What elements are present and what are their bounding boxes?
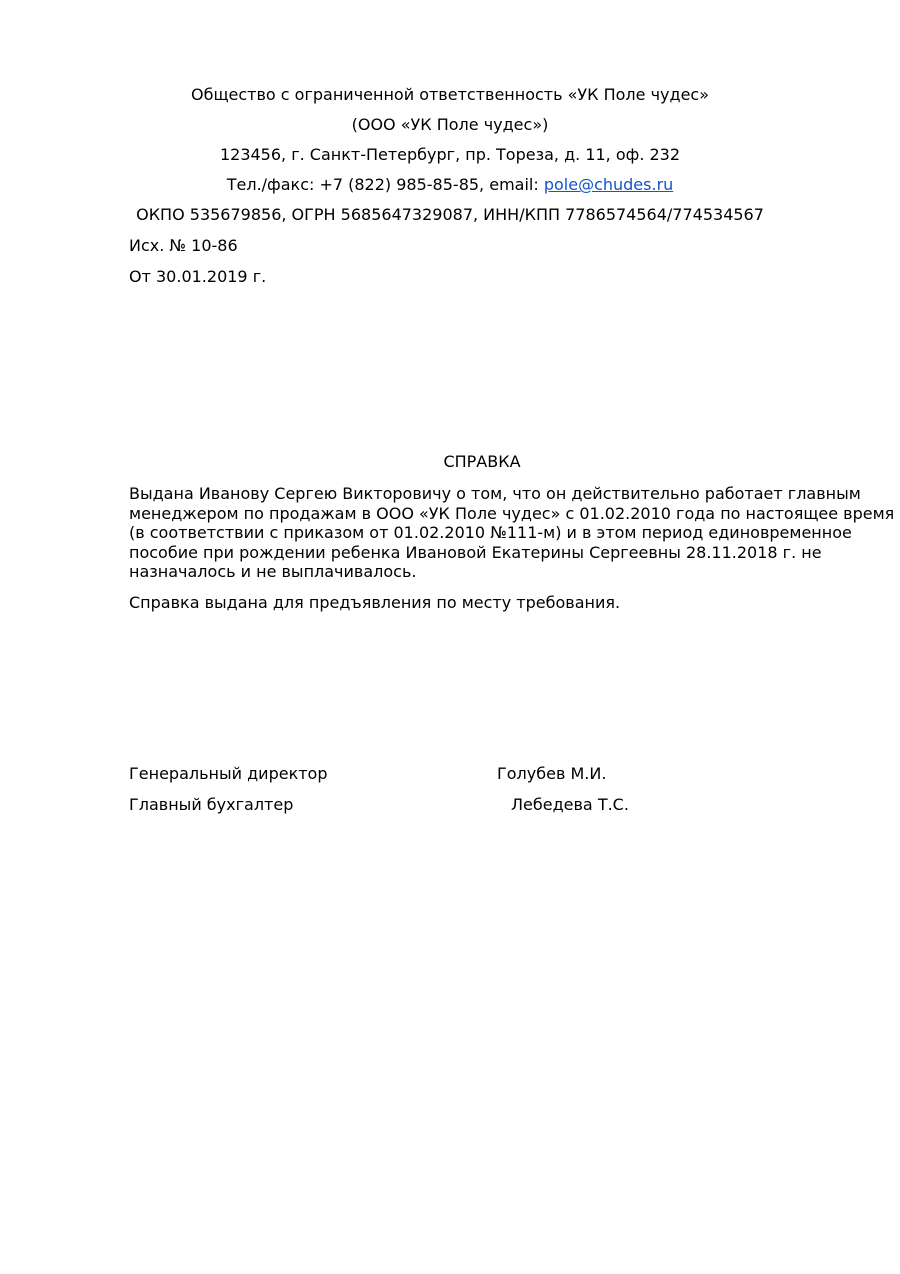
document-date: От 30.01.2019 г. [129, 267, 267, 286]
paragraph-line: пособие при рождении ребенка Ивановой Екатерины Сергеевны 28.11.2018 г. не [129, 542, 822, 562]
purpose-text: Справка выдана для предъявления по месту требования. [129, 593, 621, 612]
paragraph-line: назначалось и не выплачивалось. [129, 562, 417, 581]
paragraph-line: менеджером по продажам в ООО «УК Поле чудес» с 01.02.2010 года по настоящее время [129, 503, 895, 523]
email-link[interactable]: pole@chudes.ru [543, 175, 674, 194]
signature-name-accountant: Лебедева Т.С. [511, 795, 629, 814]
signature-name-director: Голубев М.И. [497, 764, 607, 783]
paragraph-line: Выдана Иванову Сергею Викторовичу о том, что он действительно работает главным [129, 484, 861, 503]
contacts-text: Тел./факс: +7 (822) 985-85-85, email: [226, 175, 544, 194]
signature-position-accountant: Главный бухгалтер [129, 795, 294, 814]
org-short-name: (ООО «УК Поле чудес») [351, 115, 549, 134]
document-title: СПРАВКА [443, 452, 521, 471]
paragraph-line: (в соответствии с приказом от 01.02.2010 №111-м) и в этом период единовременное [129, 523, 852, 542]
certificate-paragraph [129, 484, 895, 582]
org-requisites: ОКПО 535679856, ОГРН 5685647329087, ИНН/КПП 7786574564/774534567 [136, 205, 764, 224]
org-address: 123456, г. Санкт-Петербург, пр. Тореза, д. 11, оф. 232 [219, 145, 681, 164]
org-full-name: Общество с ограниченной ответственность «УК Поле чудес» [191, 85, 709, 104]
outgoing-number: Исх. № 10-86 [129, 236, 238, 255]
signature-position-director: Генеральный директор [129, 764, 328, 783]
org-contacts [0, 175, 900, 195]
